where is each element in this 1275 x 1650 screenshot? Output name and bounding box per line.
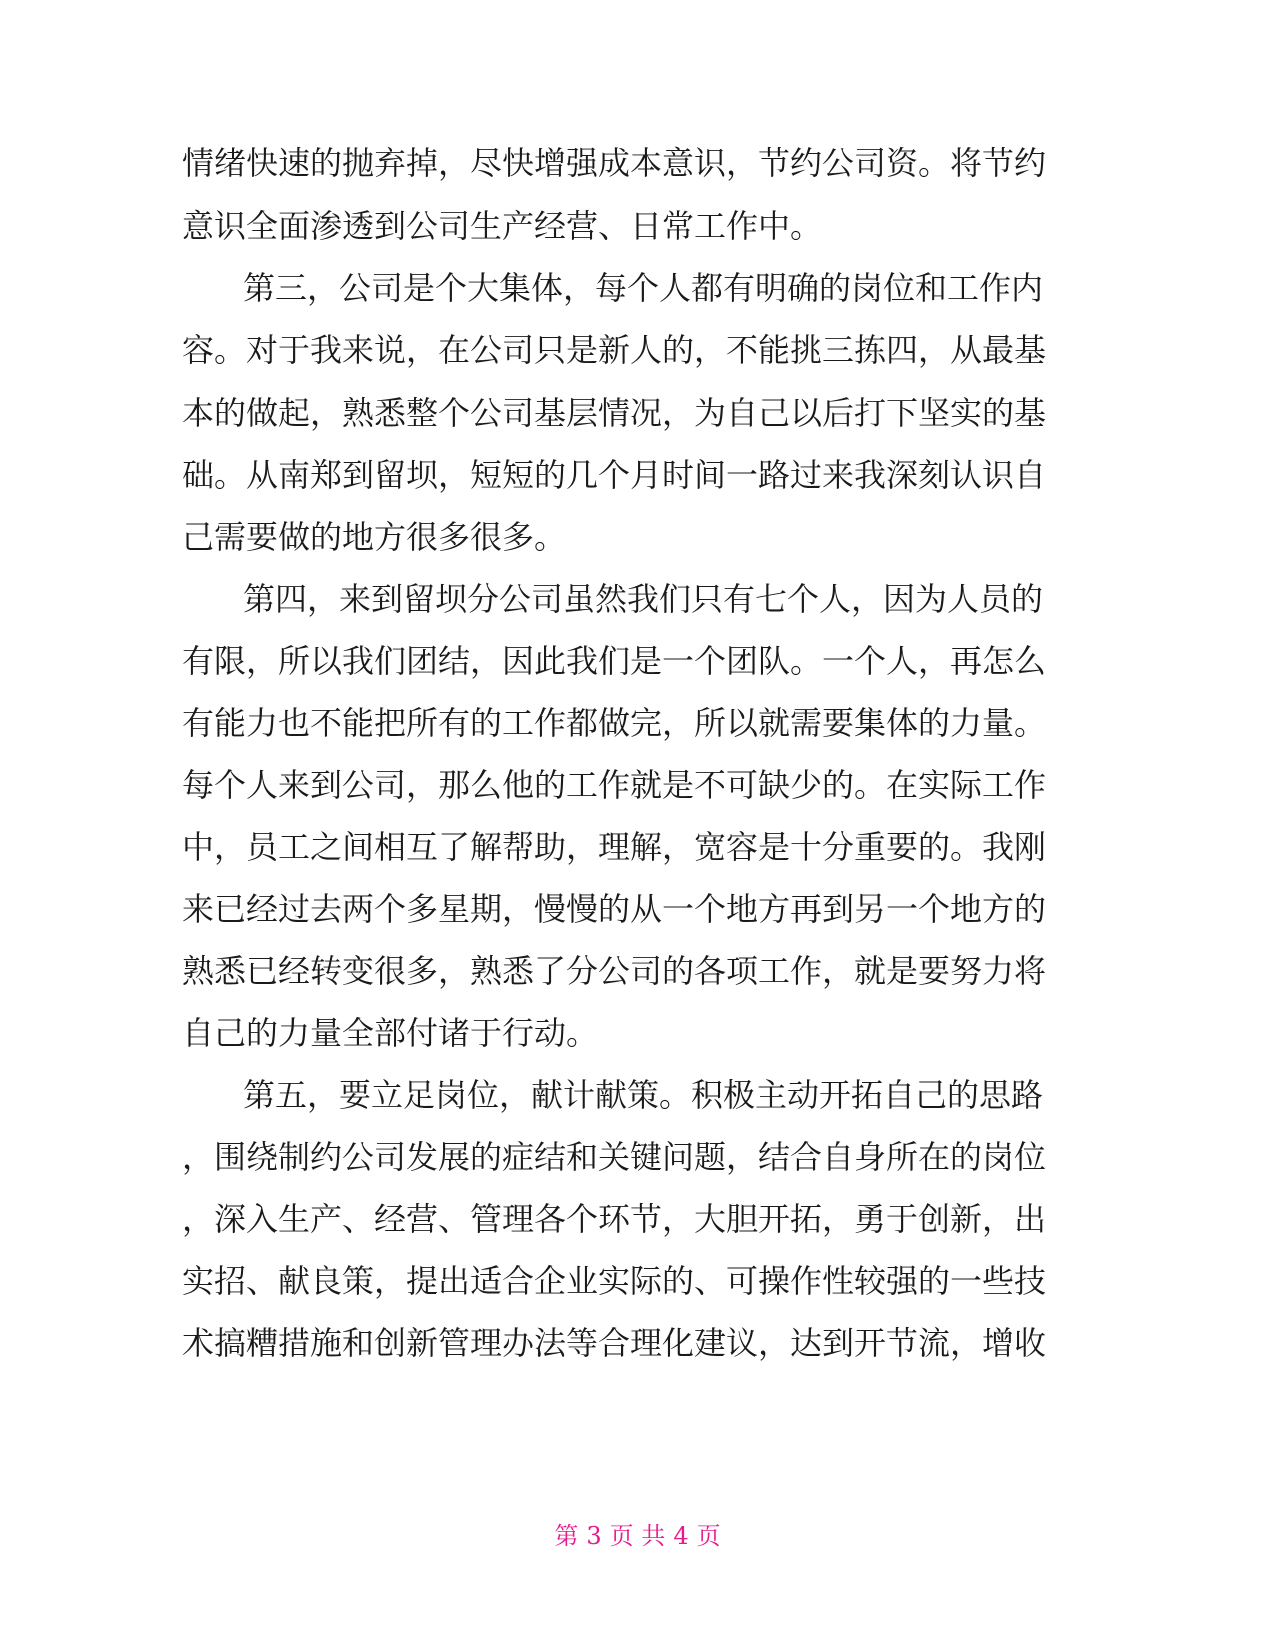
footer-total-pages: 4 bbox=[673, 1522, 689, 1550]
paragraph-start-line: 第五，要立足岗位，献计献策。积极主动开拓自己的思路 bbox=[243, 1076, 1044, 1114]
text-line: 来已经过去两个多星期，慢慢的从一个地方再到另一个地方的 bbox=[182, 890, 1047, 928]
text-line: 有能力也不能把所有的工作都做完，所以就需要集体的力量。 bbox=[182, 704, 1047, 742]
text-line: 术搞糟措施和创新管理办法等合理化建议，达到开节流，增收 bbox=[182, 1324, 1047, 1362]
text-line: 中，员工之间相互了解帮助，理解，宽容是十分重要的。我刚 bbox=[182, 828, 1047, 866]
page-footer bbox=[0, 1521, 1275, 1551]
text-line: 实招、献良策，提出适合企业实际的、可操作性较强的一些技 bbox=[182, 1262, 1047, 1300]
text-line: ，围绕制约公司发展的症结和关键问题，结合自身所在的岗位 bbox=[182, 1138, 1047, 1176]
text-line: 每个人来到公司，那么他的工作就是不可缺少的。在实际工作 bbox=[182, 766, 1047, 804]
paragraph-start-line: 第三，公司是个大集体，每个人都有明确的岗位和工作内 bbox=[243, 269, 1044, 307]
text-line: 有限，所以我们团结，因此我们是一个团队。一个人，再怎么 bbox=[182, 642, 1047, 680]
text-line: 熟悉已经转变很多，熟悉了分公司的各项工作，就是要努力将 bbox=[182, 952, 1047, 990]
footer-prefix: 第 bbox=[554, 1522, 579, 1550]
paragraph-start-line: 第四，来到留坝分公司虽然我们只有七个人，因为人员的 bbox=[243, 580, 1044, 618]
footer-suffix: 页 bbox=[696, 1522, 721, 1550]
footer-page-number: 3 bbox=[586, 1522, 602, 1550]
text-line: 础。从南郑到留坝，短短的几个月时间一路过来我深刻认识自 bbox=[182, 456, 1047, 494]
text-line: 容。对于我来说，在公司只是新人的，不能挑三拣四，从最基 bbox=[182, 331, 1047, 369]
text-line: 己需要做的地方很多很多。 bbox=[182, 518, 567, 556]
text-line: 意识全面渗透到公司生产经营、日常工作中。 bbox=[182, 207, 823, 245]
text-line: ，深入生产、经营、管理各个环节，大胆开拓，勇于创新，出 bbox=[182, 1200, 1047, 1238]
text-line: 自己的力量全部付诸于行动。 bbox=[182, 1014, 599, 1052]
footer-middle: 页 共 bbox=[609, 1522, 666, 1550]
text-line: 本的做起，熟悉整个公司基层情况，为自己以后打下坚实的基 bbox=[182, 394, 1047, 432]
text-line: 情绪快速的抛弃掉，尽快增强成本意识，节约公司资。将节约 bbox=[182, 144, 1047, 182]
